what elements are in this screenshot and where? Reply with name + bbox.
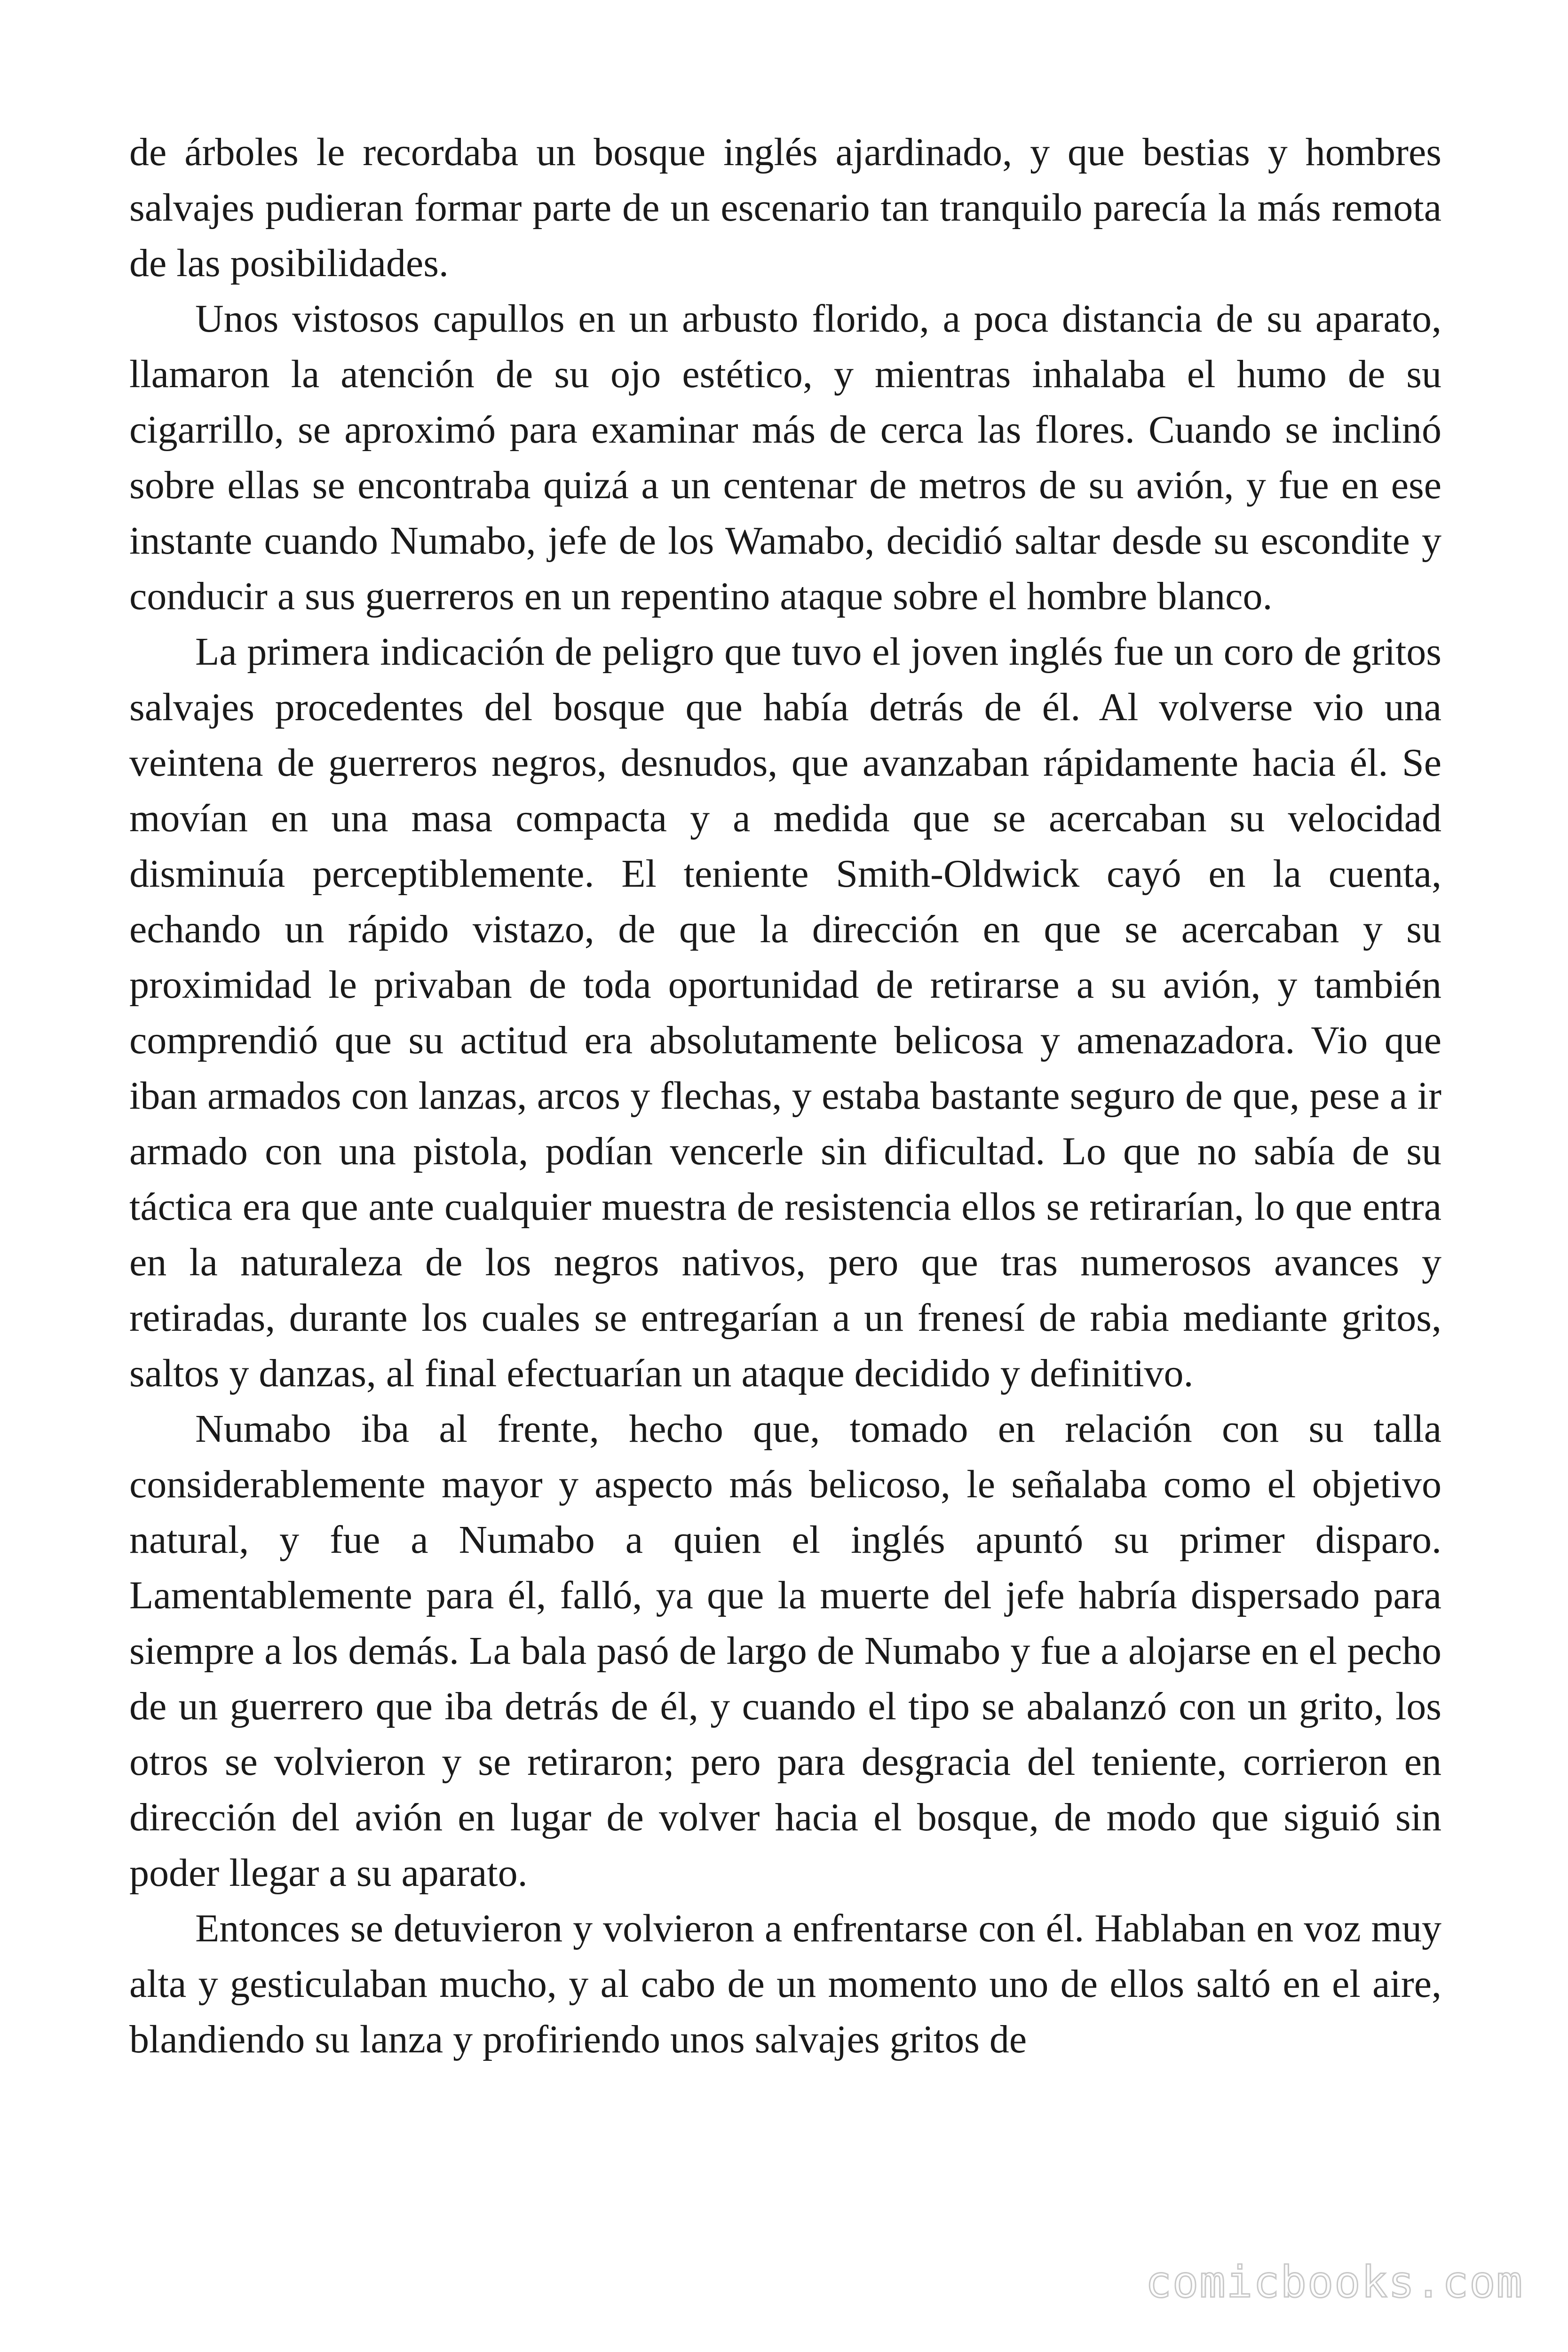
paragraph: Numabo iba al frente, hecho que, tomado en relación con su talla considerablemente mayor y aspecto más belicoso, le señalaba como el objetivo natural, y fue a Numabo a quien el inglés apuntó su primer disparo. Lamentablemente para él, falló, ya que la muerte del jefe habría dispersado para siempre a los demás. La bala pasó de largo de Numabo y fue a alojarse en el pecho de un guerrero que iba detrás de él, y cuando el tipo se abalanzó con un grito, los otros se volvieron y se retiraron; pero para desgracia del teniente, corrieron en dirección del avión en lugar de volver hacia el bosque, de modo que siguió sin poder llegar a su aparato.: [129, 1407, 1441, 1895]
watermark: comicbooks.com: [1145, 2257, 1523, 2307]
paragraph: Unos vistosos capullos en un arbusto florido, a poca distancia de su aparato, llamaron la atención de su ojo estético, y mientras inhalaba el humo de su cigarrillo, se aproximó para examinar más de cerca las flores. Cuando se inclinó sobre ellas se encontraba quizá a un centenar de metros de su avión, y fue en ese instante cuando Numabo, jefe de los Wamabo, decidió saltar desde su escondite y conducir a sus guerreros en un repentino ataque sobre el hombre blanco.: [129, 297, 1441, 618]
paragraph: La primera indicación de peligro que tuvo el joven inglés fue un coro de gritos salvajes procedentes del bosque que había detrás de él. Al volverse vio una veintena de guerreros negros, desnudos, que avanzaban rápidamente hacia él. Se movían en una masa compacta y a medida que se acercaban su velocidad disminuía perceptiblemente. El teniente Smith-Oldwick cayó en la cuenta, echando un rápido vistazo, de que la dirección en que se acercaban y su proximidad le privaban de toda oportunidad de retirarse a su avión, y también comprendió que su actitud era absolutamente belicosa y amenazadora. Vio que iban armados con lanzas, arcos y flechas, y estaba bastante seguro de que, pese a ir armado con una pistola, podían vencerle sin dificultad. Lo que no sabía de su táctica era que ante cualquier muestra de resistencia ellos se retirarían, lo que entra en la naturaleza de los negros nativos, pero que tras numerosos avances y retiradas, durante los cuales se entregarían a un frenesí de rabia mediante gritos, saltos y danzas, al final efectuarían un ataque decidido y definitivo.: [129, 630, 1441, 1395]
paragraph-continuation: de árboles le recordaba un bosque inglés ajardinado, y que bestias y hombres salvajes pudieran formar parte de un escenario tan tranquilo parecía la más remota de las posibilidades.: [129, 130, 1441, 285]
page-body: [129, 125, 1441, 2067]
paragraph: Entonces se detuvieron y volvieron a enfrentarse con él. Hablaban en voz muy alta y gesticulaban mucho, y al cabo de un momento uno de ellos saltó en el aire, blandiendo su lanza y profiriendo unos salvajes gritos de: [129, 1907, 1441, 2061]
